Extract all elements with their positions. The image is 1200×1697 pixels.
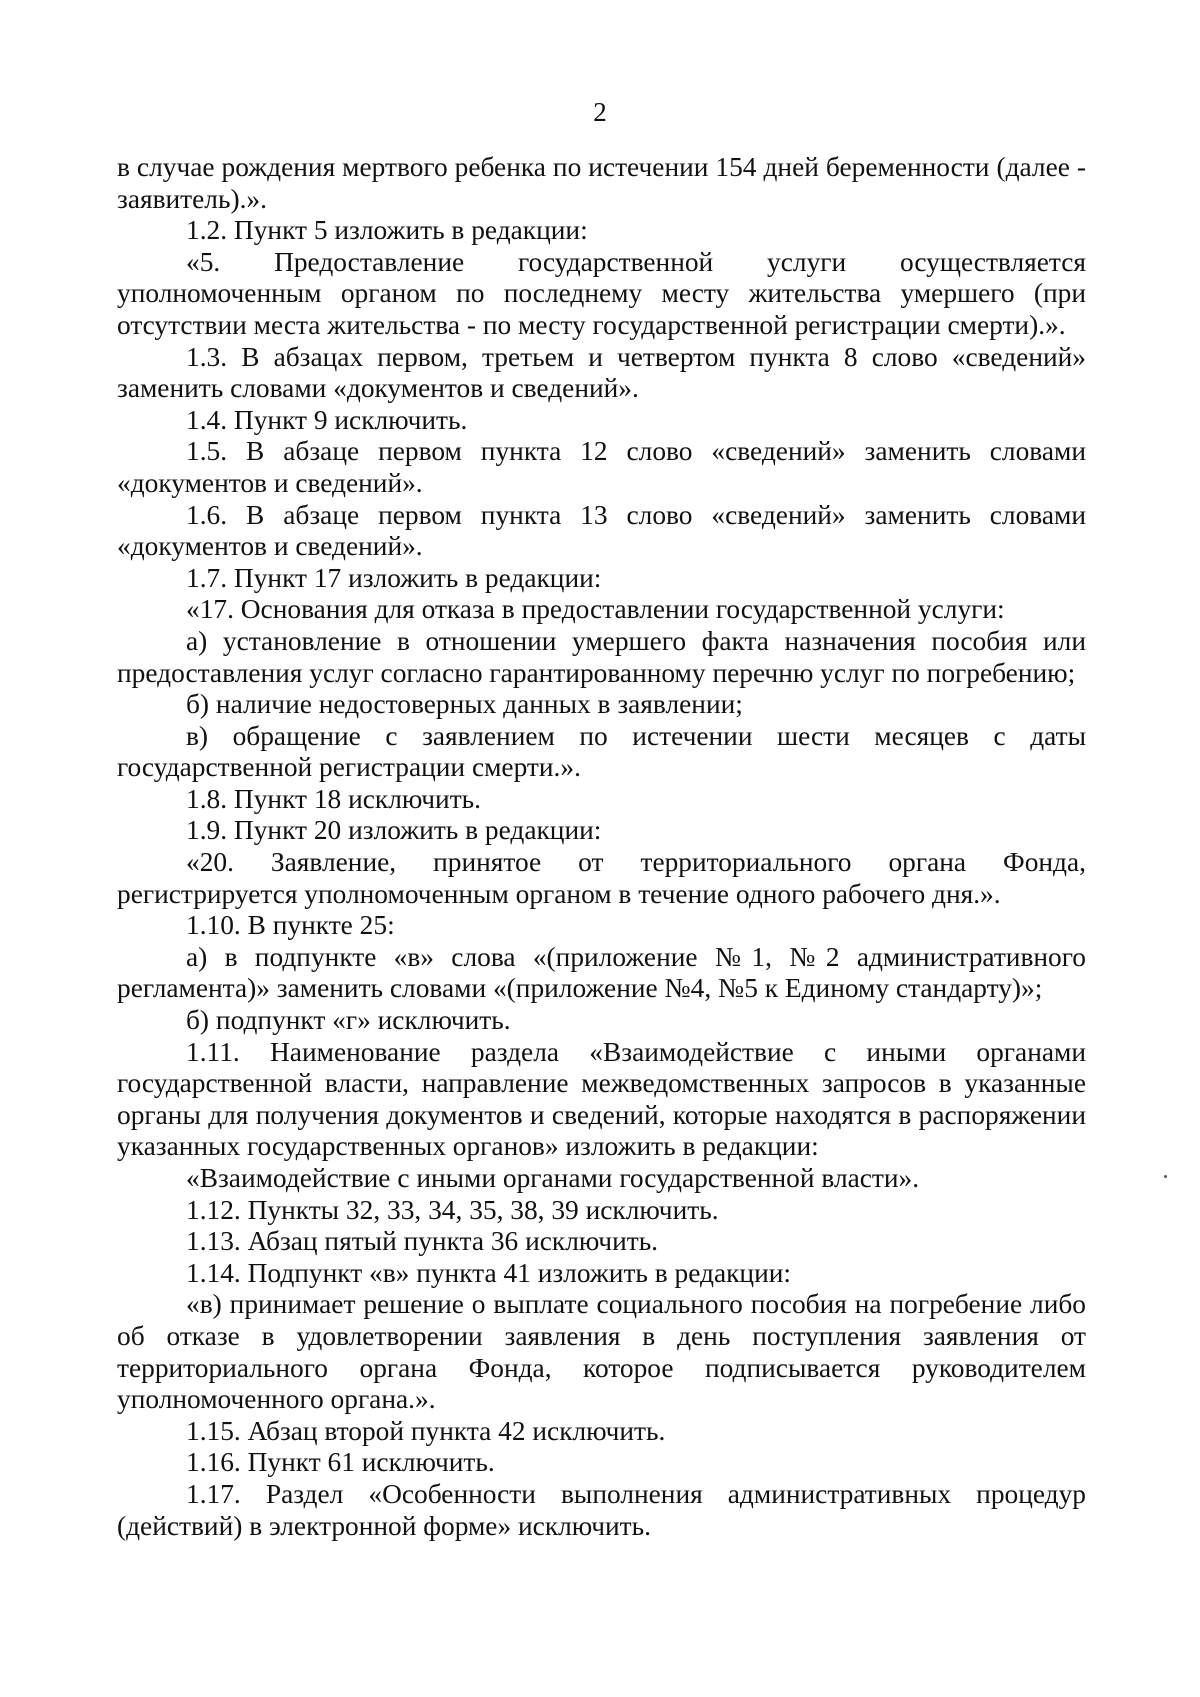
paragraph-1-7-item-b: б) наличие недостоверных данных в заявлении; [186, 689, 743, 720]
paragraph-1-7: 1.7. Пункт 17 изложить в редакции: [186, 562, 602, 593]
paragraph-1-14-quote: «в) принимает решение о выплате социального пособия на погребение либо об отказе в удовлетворении заявления в день поступления заявления от территориального органа Фонда, которое подписывается руководителем уполномоченного органа.». [117, 1289, 1086, 1415]
paragraph-1-10-item-a: а) в подпункте «в» слова «(приложение №1, №2 административного регламента)» заменить словами «(приложение №4, №5 к Единому стандарту)»; [117, 941, 1086, 1004]
paragraph-1-17: 1.17. Раздел «Особенности выполнения административных процедур (действий) в электронной форме» исключить. [117, 1478, 1086, 1541]
paragraph-1-13: 1.13. Абзац пятый пункта 36 исключить. [186, 1226, 659, 1257]
paragraph-1-14: 1.14. Подпункт «в» пункта 41 изложить в редакции: [186, 1257, 792, 1288]
paragraph-1-5: 1.5. В абзаце первом пункта 12 слово «сведений» заменить словами «документов и сведений». [117, 436, 1086, 498]
page-number: 2 [593, 97, 607, 127]
paragraph-1-10: 1.10. В пункте 25: [186, 910, 395, 941]
paragraph-1-6: 1.6. В абзаце первом пункта 13 слово «сведений» заменить словами «документов и сведений». [117, 499, 1086, 562]
paragraph-1-4: 1.4. Пункт 9 исключить. [186, 404, 468, 435]
paragraph-1-7-item-v: в) обращение с заявлением по истечении шести месяцев с даты государственной регистрации смерти.». [117, 720, 1086, 783]
paragraph-1-16: 1.16. Пункт 61 исключить. [186, 1447, 495, 1478]
scan-speck [1164, 1175, 1167, 1178]
paragraph-1-11: 1.11. Наименование раздела «Взаимодействие с иными органами государственной власти, направление межведомственных запросов в указанные органы для получения документов и сведений, которые находятся в распоряжении указанных государственных органов» изложить в редакции: [117, 1036, 1086, 1162]
paragraph-continuation: в случае рождения мертвого ребенка по истечении 154 дней беременности (далее - заявитель).». [117, 152, 1086, 214]
paragraph-1-2-quote: «5. Предоставление государственной услуги осуществляется уполномоченным органом по последнему месту жительства умершего (при отсутствии места жительства - по месту государственной регистрации смерти).». [117, 246, 1086, 340]
paragraph-1-15: 1.15. Абзац второй пункта 42 исключить. [186, 1415, 666, 1446]
paragraph-1-9-quote: «20. Заявление, принятое от территориального органа Фонда, регистрируется уполномоченным органом в течение одного рабочего дня.». [117, 847, 1086, 909]
paragraph-1-12: 1.12. Пункты 32, 33, 34, 35, 38, 39 исключить. [186, 1194, 719, 1225]
paragraph-1-7-item-a: а) установление в отношении умершего факта назначения пособия или предоставления услуг согласно гарантированному перечню услуг по погребению; [117, 625, 1086, 688]
document-body [117, 152, 1086, 1542]
paragraph-1-11-quote: «Взаимодействие с иными органами государственной власти». [186, 1163, 920, 1193]
paragraph-1-2: 1.2. Пункт 5 изложить в редакции: [186, 215, 588, 246]
paragraph-1-10-item-b: б) подпункт «г» исключить. [186, 1005, 511, 1036]
paragraph-1-8: 1.8. Пункт 18 исключить. [186, 783, 482, 814]
paragraph-1-9: 1.9. Пункт 20 изложить в редакции: [186, 815, 602, 846]
paragraph-1-7-quote: «17. Основания для отказа в предоставлении государственной услуги: [186, 594, 1005, 625]
paragraph-1-3: 1.3. В абзацах первом, третьем и четвертом пункта 8 слово «сведений» заменить словами «документов и сведений». [117, 341, 1086, 404]
